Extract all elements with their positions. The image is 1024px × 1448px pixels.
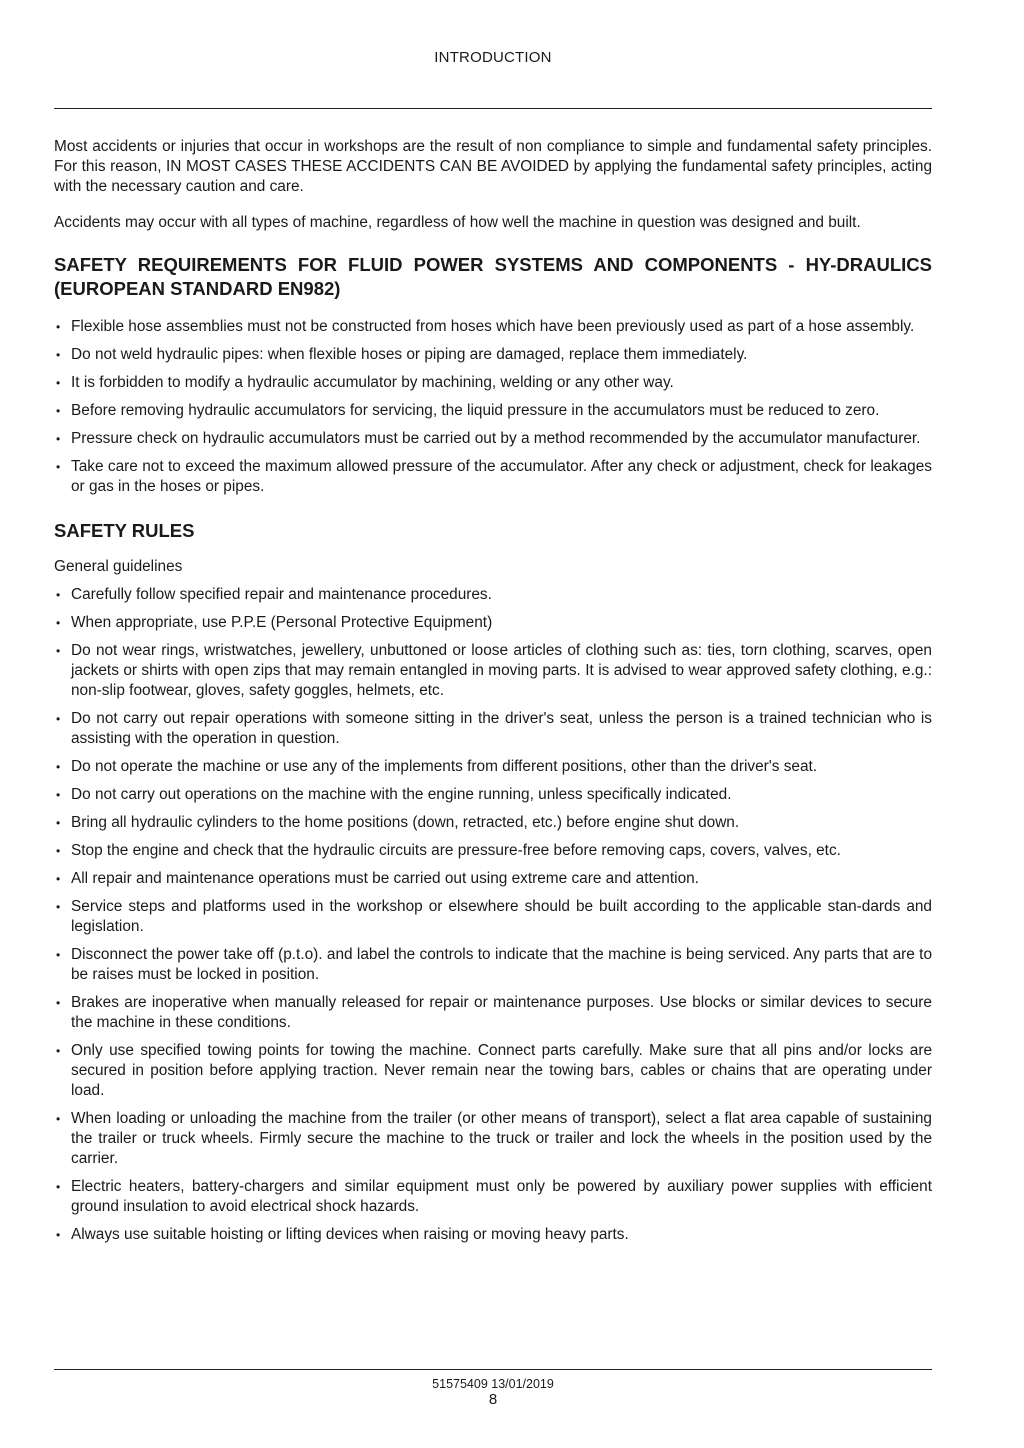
list-item: • When appropriate, use P.P.E (Personal Protective Equipment): [56, 614, 493, 631]
bullet-icon: •: [56, 712, 61, 726]
list-item: • Service steps and platforms used in the workshop or elsewhere should be built according to the applicable stan-dards and legislation.: [56, 898, 932, 935]
hydraulics-heading: SAFETY REQUIREMENTS FOR FLUID POWER SYSTEMS AND COMPONENTS - HY-DRAULICS (EUROPEAN STANDARD EN982): [54, 254, 932, 299]
bullet-icon: •: [56, 996, 61, 1010]
bullet-icon: •: [56, 348, 61, 362]
bullet-icon: •: [56, 644, 61, 658]
list-item: • Before removing hydraulic accumulators for servicing, the liquid pressure in the accumulators must be reduced to zero.: [56, 402, 880, 419]
bullet-icon: •: [56, 1044, 61, 1058]
bullet-icon: •: [56, 320, 61, 334]
list-item: • When loading or unloading the machine from the trailer (or other means of transport), select a flat area capable of sustaining the trailer or truck wheels. Firmly secure the machine to the truck or trailer and lock the wheels in the position used by the carrier.: [56, 1110, 932, 1167]
safety-rules-list: [54, 585, 932, 1245]
list-item: • Do not weld hydraulic pipes: when flexible hoses or piping are damaged, replace them immediately.: [56, 346, 748, 363]
list-item: • Do not carry out repair operations with someone sitting in the driver's seat, unless the person is a trained technician who is assisting with the operation in question.: [56, 710, 932, 747]
bullet-icon: •: [56, 1180, 61, 1194]
footer-divider: [54, 1369, 932, 1370]
list-item: • Take care not to exceed the maximum allowed pressure of the accumulator. After any check or adjustment, check for leakages or gas in the hoses or pipes.: [56, 458, 932, 495]
bullet-icon: •: [56, 404, 61, 418]
bullet-icon: •: [56, 900, 61, 914]
list-item: • Always use suitable hoisting or lifting devices when raising or moving heavy parts.: [56, 1226, 629, 1243]
bullet-icon: •: [56, 588, 61, 602]
bullet-icon: •: [56, 788, 61, 802]
bullet-icon: •: [56, 376, 61, 390]
list-item: • Bring all hydraulic cylinders to the home positions (down, retracted, etc.) before engine shut down.: [56, 814, 740, 831]
list-item: • Do not wear rings, wristwatches, jewellery, unbuttoned or loose articles of clothing such as: ties, torn clothing, scarves, open jackets or shirts with open zips that may remain entangled in moving parts. It is advised to wear approved safety clothing, e.g.: non-slip footwear, gloves, safety goggles, helmets, etc.: [56, 642, 932, 699]
list-item: • Stop the engine and check that the hydraulic circuits are pressure-free before removing caps, covers, valves, etc.: [56, 842, 841, 859]
general-guidelines-subheading: General guidelines: [54, 558, 183, 575]
list-item: • Do not operate the machine or use any of the implements from different positions, other than the driver's seat.: [56, 758, 818, 775]
bullet-icon: •: [56, 1228, 61, 1242]
list-item: • Brakes are inoperative when manually released for repair or maintenance purposes. Use blocks or similar devices to secure the machine in these conditions.: [56, 994, 932, 1031]
intro-paragraph: Accidents may occur with all types of machine, regardless of how well the machine in question was designed and built.: [54, 214, 861, 231]
bullet-icon: •: [56, 432, 61, 446]
list-item: • All repair and maintenance operations must be carried out using extreme care and attention.: [56, 870, 699, 887]
list-item: • Only use specified towing points for towing the machine. Connect parts carefully. Make sure that all pins and/or locks are secured in position before applying traction. Never remain near the towing bars, cables or chains that are operating under load.: [56, 1042, 932, 1099]
intro-paragraph: Most accidents or injuries that occur in workshops are the result of non compliance to simple and fundamental safety principles. For this reason, IN MOST CASES THESE ACCIDENTS CAN BE AVOIDED by applying the fundamental safety principles, acting with the necessary caution and care.: [54, 138, 932, 195]
document-code: 51575409 13/01/2019: [432, 1377, 554, 1391]
page-content: [54, 137, 932, 1253]
page-header-title: INTRODUCTION: [434, 49, 552, 66]
list-item: • Pressure check on hydraulic accumulators must be carried out by a method recommended by the accumulator manufacturer.: [56, 430, 921, 447]
bullet-icon: •: [56, 872, 61, 886]
bullet-icon: •: [56, 616, 61, 630]
list-item: • Flexible hose assemblies must not be constructed from hoses which have been previously used as part of a hose assembly.: [56, 318, 915, 335]
safety-rules-heading: SAFETY RULES: [54, 520, 195, 541]
list-item: • Disconnect the power take off (p.t.o). and label the controls to indicate that the machine is being serviced. Any parts that are to be raises must be locked in position.: [56, 946, 932, 983]
bullet-icon: •: [56, 460, 61, 474]
list-item: • Carefully follow specified repair and maintenance procedures.: [56, 586, 492, 603]
bullet-icon: •: [56, 844, 61, 858]
hydraulics-list: [54, 317, 932, 497]
bullet-icon: •: [56, 760, 61, 774]
header-divider: [54, 108, 932, 109]
bullet-icon: •: [56, 948, 61, 962]
bullet-icon: •: [56, 1112, 61, 1126]
list-item: • It is forbidden to modify a hydraulic accumulator by machining, welding or any other way.: [56, 374, 674, 391]
bullet-icon: •: [56, 816, 61, 830]
list-item: • Electric heaters, battery-chargers and similar equipment must only be powered by auxiliary power supplies with efficient ground insulation to avoid electrical shock hazards.: [56, 1178, 932, 1215]
page-number: 8: [488, 1391, 498, 1408]
list-item: • Do not carry out operations on the machine with the engine running, unless specifically indicated.: [56, 786, 732, 803]
